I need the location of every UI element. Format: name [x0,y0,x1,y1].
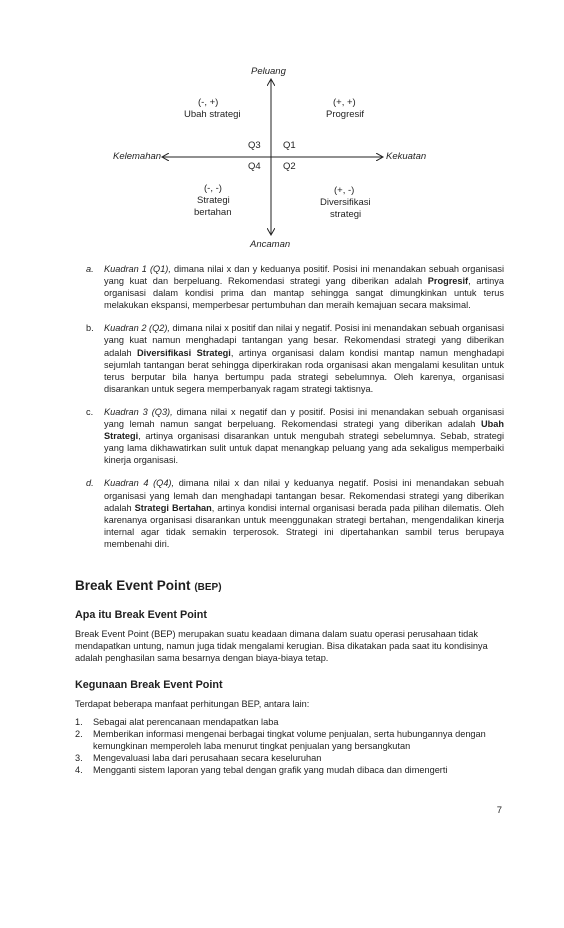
quadrant-text: dimana nilai x positif dan nilai y negatif. Posisi ini menandakan sebuah organisasi yang kuat namun menghadapi tantangan yang besar. Rekomendasi strategi yang diberikan adalah [104,323,504,358]
quadrant-strategy: Strategi Bertahan [134,502,212,513]
quadrant-explanations [86,263,504,561]
paragraph-bep-intro: Terdapat beberapa manfaat perhitungan BEP, antara lain: [75,699,310,709]
quadrant-text: , artinya kondisi internal organisasi berada pada pilihan dilematis. Oleh karenanya organisasi disarankan untuk meenggunakan strategi bertahan, mengendalikan kinerja internal agar tidak semakin terperosok. Strategi ini dipertahankan sambil terus berupaya membenahi diri. [104,502,504,549]
quadrant-text: dimana nilai x negatif dan y positif. Posisi ini menandakan sebuah organisasi yang lemah namun sangat berpeluang. Rekomendasi strategi yang diberikan adalah [104,406,504,430]
q4-marker: Q4 [248,161,261,172]
quadrant-item-1 [86,263,504,311]
quadrant-title: Kuadran 1 (Q1), [104,264,171,274]
q3-label: Ubah strategi [184,109,241,120]
q2-marker: Q2 [283,161,296,172]
subheading-what-is-bep: Apa itu Break Event Point [75,609,207,621]
list-item-text: Sebagai alat perencanaan mendapatkan laba [93,717,279,727]
list-number: 1. [75,717,83,727]
q2-sign: (+, -) [334,185,355,196]
heading-abbrev: (BEP) [194,582,222,593]
quadrant-item-3 [86,406,504,466]
heading-text: Break Event Point [75,578,191,593]
q3-marker: Q3 [248,140,261,151]
list-number: 2. [75,729,83,740]
list-number: 3. [75,753,83,764]
list-number: 4. [75,765,83,776]
page-number: 7 [496,805,502,816]
quadrant-text: dimana nilai x dan nilai y keduanya negatif. Posisi ini menandakan sebuah organisasi yang lemah dan menghadapi tantangan besar. Rekomendasi strategi yang diberikan adalah [104,478,504,513]
quadrant-text: , artinya organisasi dalam kondisi prima dan mantap sehingga sangat dimungkinkan untuk terus melakukan ekspansi, memperbesar pertumbuhan dan meraih kemajuan secara maksimal. [104,276,504,311]
list-marker: c. [86,406,94,417]
q2-label-line1: Diversifikasi [320,197,371,208]
list-item-text: Mengganti sistem laporan yang tebal dengan grafik yang mudah dibaca dan dimengerti [93,765,448,776]
list-marker: b. [86,323,94,334]
axis-label-ancaman: Ancaman [250,239,291,250]
axis-label-kekuatan: Kekuatan [386,151,427,162]
list-item [75,764,505,776]
quadrant-strategy: Ubah Strategi [104,419,504,442]
paragraph-bep-definition: Break Event Point (BEP) merupakan suatu keadaan dimana dalam suatu operasi perusahaan tidak mendapatkan untung, namun juga tidak mengalami kerugian. Bisa dikatakan pada saat itu kondisinya adalah penghasilan sama besarnya dengan biaya-biaya tetap. [75,629,488,664]
q4-sign: (-, -) [204,183,222,194]
q2-label-line2: strategi [330,209,362,220]
q4-label-line1: Strategi [197,195,230,206]
quadrant-title: Kuadran 3 (Q3), [104,406,173,417]
subheading-bep-uses: Kegunaan Break Event Point [75,679,223,691]
q4-label-line2: bertahan [194,207,232,218]
axis-label-kelemahan: Kelemahan [113,151,162,162]
section-heading-bep [75,578,222,593]
quadrant-text: , artinya organisasi disarankan untuk mengubah strategi sebelumnya. Sebab, strategi yang lama dikhawatirkan sulit untuk dapat menangkap peluang yang ada sekaligus memperbaiki kinerja organisasi. [104,431,504,466]
quadrant-strategy: Progresif [427,276,469,287]
quadrant-item-2 [86,322,504,395]
q3-sign: (-, +) [198,97,219,108]
axis-label-peluang: Peluang [251,66,286,77]
list-item-text: Memberikan informasi mengenai berbagai tingkat volume penjualan, serta hubungannya dengan kemungkinan memperoleh laba menurut tingkat penjualan yang bersangkutan [93,729,486,752]
quadrant-axes [0,0,564,260]
list-item [75,716,505,728]
list-marker: a. [86,264,94,274]
list-marker: d. [86,478,94,489]
bep-uses-list [75,716,505,776]
q1-label: Progresif [326,109,365,120]
quadrant-text: , artinya organisasi dalam kondisi mantap namun menghadapi sejumlah tantangan berat sehingga diperkirakan roda organisasi akan mengalami kesulitan untuk terus berputar bila hanya bertumpu pada strategi sebelumnya. Oleh karenya, organisasi disarankan untuk segera memperbanyak ragam strategi taktisnya. [104,347,504,394]
swot-quadrant-diagram [0,0,564,260]
q1-marker: Q1 [283,140,296,151]
quadrant-title: Kuadran 4 (Q4), [104,478,175,489]
quadrant-title: Kuadran 2 (Q2), [104,323,170,334]
q1-sign: (+, +) [333,97,356,108]
list-item [75,728,505,752]
quadrant-text: dimana nilai x dan y keduanya positif. Posisi ini menandakan sebuah organisasi yang kuat dan berpeluang. Rekomendasi strategi yang diberikan adalah [104,264,504,287]
list-item [75,752,505,764]
list-item-text: Mengevaluasi laba dari perusahaan secara keseluruhan [93,753,322,764]
quadrant-item-4 [86,477,504,550]
quadrant-strategy: Diversifikasi Strategi [137,347,231,358]
